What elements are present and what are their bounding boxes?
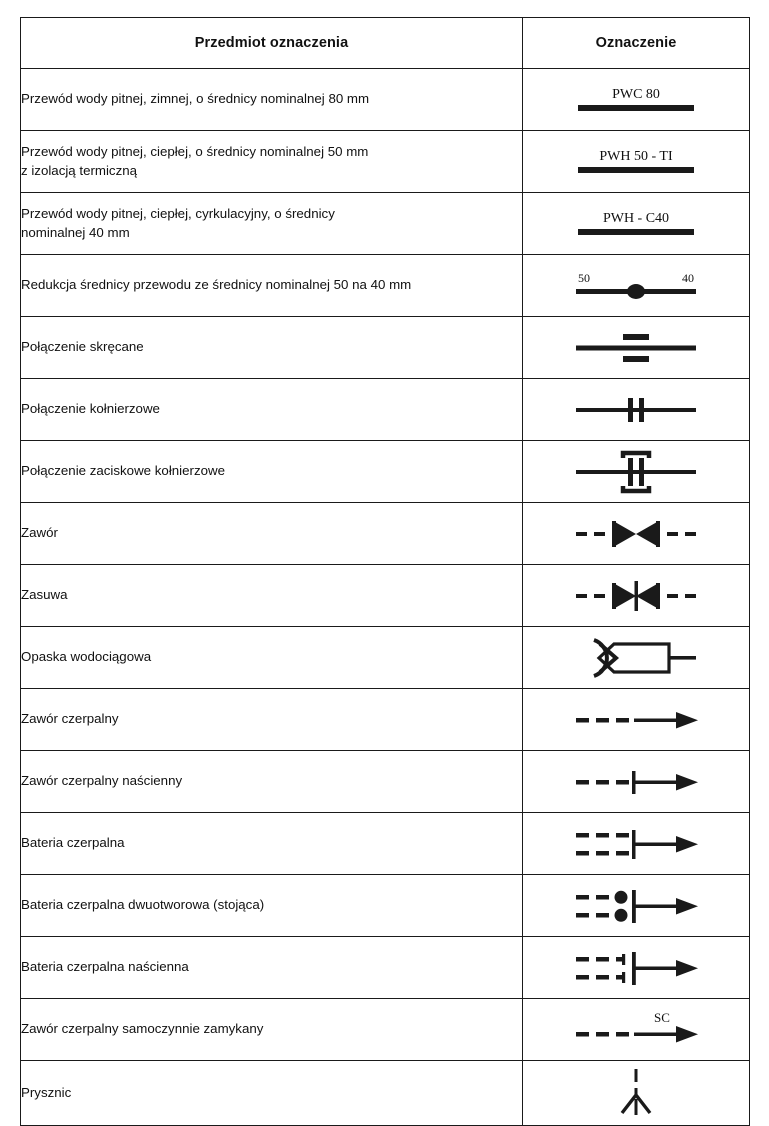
row-description (21, 379, 523, 441)
valve-bowtie-icon (536, 509, 736, 559)
gate-valve-bowtie-icon (536, 571, 736, 621)
row-description (21, 689, 523, 751)
pipe-clamp-icon (536, 630, 736, 686)
table-row (21, 937, 750, 999)
description-line: Prysznic (21, 1084, 72, 1100)
row-description (21, 441, 523, 503)
table-row (21, 379, 750, 441)
description-line: Bateria czerpalna dwuotworowa (stojąca) (21, 897, 265, 913)
wall-mixer-tap-icon (536, 940, 736, 996)
thick-pipe-label-icon (536, 134, 736, 190)
row-symbol (523, 751, 750, 813)
row-symbol (523, 503, 750, 565)
mixer-tap-icon (536, 816, 736, 872)
row-symbol (523, 255, 750, 317)
reducer-label-left: 50 (578, 270, 590, 285)
row-symbol (523, 131, 750, 193)
table-row (21, 565, 750, 627)
table-row (21, 999, 750, 1061)
table-row (21, 69, 750, 131)
table-row (21, 255, 750, 317)
row-description (21, 503, 523, 565)
row-symbol (523, 565, 750, 627)
row-symbol (523, 379, 750, 441)
table-row (21, 813, 750, 875)
table-row (21, 131, 750, 193)
row-description (21, 131, 523, 193)
table-row (21, 689, 750, 751)
flange-joint-icon (536, 385, 736, 435)
description-line: Bateria czerpalna naścienna (21, 959, 189, 975)
wall-draw-off-tap-icon (536, 757, 736, 807)
row-description (21, 317, 523, 379)
shower-icon (536, 1061, 736, 1125)
sc-label-text: SC (654, 1009, 670, 1025)
description-line: Redukcja średnicy przewodu ze średnicy nominalnej 50 na 40 mm (21, 277, 412, 293)
table-row (21, 627, 750, 689)
row-description (21, 813, 523, 875)
thick-pipe-label-icon (536, 196, 736, 252)
row-symbol (523, 627, 750, 689)
row-description (21, 875, 523, 937)
row-description (21, 937, 523, 999)
row-description (21, 751, 523, 813)
row-symbol (523, 813, 750, 875)
threaded-joint-icon (536, 323, 736, 373)
description-line: Zawór czerpalny samoczynnie zamykany (21, 1021, 264, 1037)
row-description (21, 999, 523, 1061)
self-closing-tap-icon (536, 1002, 736, 1058)
symbols-legend-table (20, 17, 750, 1126)
table-row (21, 317, 750, 379)
row-description (21, 627, 523, 689)
row-symbol (523, 999, 750, 1061)
description-line: Przewód wody pitnej, zimnej, o średnicy nominalnej 80 mm (21, 91, 370, 107)
column-header-description: Przedmiot oznaczenia (21, 18, 523, 69)
row-description (21, 69, 523, 131)
table-row (21, 503, 750, 565)
description-line: Zawór czerpalny naścienny (21, 773, 183, 789)
table-body (21, 69, 750, 1126)
row-symbol (523, 875, 750, 937)
clamp-flange-joint-icon (536, 444, 736, 500)
table-header-row (21, 18, 750, 69)
description-line: Opaska wodociągowa (21, 649, 152, 665)
pipe-label-text: PWH 50 - TI (599, 148, 673, 164)
reducer-label-right: 40 (682, 270, 694, 285)
description-line: nominalnej 40 mm (21, 224, 130, 240)
column-header-symbol: Oznaczenie (523, 18, 750, 69)
description-line: Zawór czerpalny (21, 711, 119, 727)
description-line: Przewód wody pitnej, ciepłej, o średnicy nominalnej 50 mm (21, 143, 369, 159)
description-line: Zasuwa (21, 587, 68, 603)
table-row (21, 1061, 750, 1126)
row-symbol (523, 317, 750, 379)
description-line: Przewód wody pitnej, ciepłej, cyrkulacyjny, o średnicy (21, 205, 335, 221)
description-line: Zawór (21, 525, 58, 541)
two-hole-mixer-tap-icon (536, 878, 736, 934)
description-line: Połączenie kołnierzowe (21, 401, 160, 417)
draw-off-tap-icon (536, 695, 736, 745)
description-line: z izolacją termiczną (21, 162, 138, 178)
description-line: Połączenie zaciskowe kołnierzowe (21, 463, 225, 479)
row-symbol (523, 1061, 750, 1126)
row-symbol (523, 193, 750, 255)
reducer-icon (536, 258, 736, 314)
row-symbol (523, 937, 750, 999)
row-symbol (523, 689, 750, 751)
table-row (21, 751, 750, 813)
row-description (21, 255, 523, 317)
row-description (21, 565, 523, 627)
pipe-label-text: PWH - C40 (602, 210, 670, 226)
pipe-label-text: PWC 80 (612, 86, 660, 102)
row-description (21, 1061, 523, 1126)
description-line: Połączenie skręcane (21, 339, 144, 355)
description-line: Bateria czerpalna (21, 835, 125, 851)
table-row (21, 441, 750, 503)
table-row (21, 875, 750, 937)
row-symbol (523, 69, 750, 131)
thick-pipe-label-icon (536, 72, 736, 128)
row-description (21, 193, 523, 255)
table-row (21, 193, 750, 255)
row-symbol (523, 441, 750, 503)
